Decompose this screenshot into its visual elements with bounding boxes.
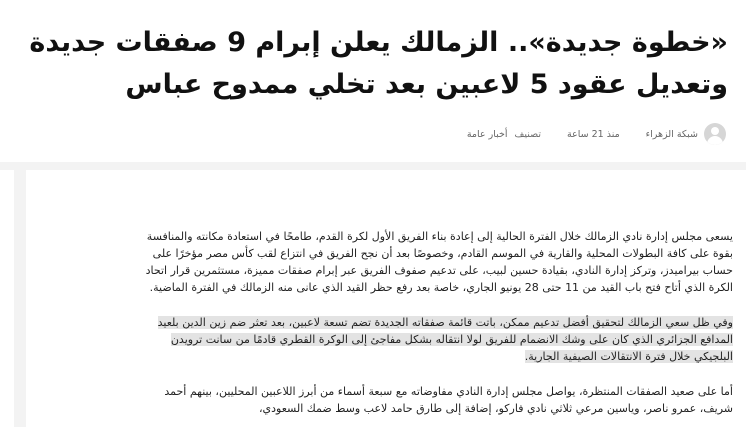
author-link[interactable]: شبكة الزهراء: [645, 128, 698, 140]
article-body: [133, 228, 733, 427]
paragraph-text: أما على صعيد الصفقات المنتظرة، يواصل مجلس إدارة النادي مفاوضاته مع سبعة أسماء من أبرز اللاعبين المحليين، بينهم أحمد شريف، عمرو ناصر، وياسين مرعي ثلاثي نادي فاركو، إضافة إلى طارق حامد لاعب وسط ضمك السعودي،: [164, 385, 733, 415]
article-paragraph: [133, 383, 733, 417]
avatar-head: [711, 127, 719, 135]
avatar-body: [707, 136, 723, 145]
article-paragraph: [133, 228, 733, 296]
article-paragraph-highlighted: [133, 314, 733, 365]
article-header: [0, 0, 746, 162]
paragraph-text: يسعى مجلس إدارة نادي الزمالك خلال الفترة الحالية إلى إعادة بناء الفريق الأول لكرة القدم، طامحًا في استعادة مكانته والمنافسة بقوة على كافة البطولات المحلية والقارية في الموسم القادم، وخصوصًا بعد أن نجح الفريق في انتزاع لقب كأس مصر مؤخرًا على حساب بيراميدز، وتركز إدارة النادي، بقيادة حسين لبيب، على تدعيم صفوف الفريق عبر إبرام صفقات مميزة، مستثمرين قرار اتحاد الكرة الذي أتاح فتح باب القيد من 11 حتى 28 يونيو الجاري، خاصة بعد رفع حظر القيد الذي عانى منه الزمالك في الفترة الماضية.: [145, 230, 733, 294]
publish-time: منذ 21 ساعة: [566, 128, 620, 140]
category-label: تصنيف: [514, 128, 541, 140]
article-title: «خطوة جديدة».. الزمالك يعلن إبرام 9 صفقات جديدة وتعديل عقود 5 لاعبين بعد تخلي ممدوح عباس: [29, 27, 728, 100]
article-meta: [441, 121, 726, 147]
article-body-card: [26, 170, 746, 427]
category-info: [467, 129, 541, 140]
sidebar-edge: [0, 170, 14, 427]
author-avatar-icon: [704, 123, 726, 145]
category-link[interactable]: أخبار عامة: [466, 128, 508, 140]
highlighted-text: وفي ظل سعي الزمالك لتحقيق أفضل تدعيم ممكن، باتت قائمة صفقاته الجديدة تضم تسعة لاعبين، بعد تعثر ضم زين الدين بلعيد المدافع الجزائري الذي كان على وشك الانضمام للفريق لولا انتقاله بشكل مفاجئ إلى الوكرة القطري قادمًا من سانت ترويدن البلجيكي خلال فترة الانتقالات الصيفية الجارية.: [157, 316, 733, 363]
